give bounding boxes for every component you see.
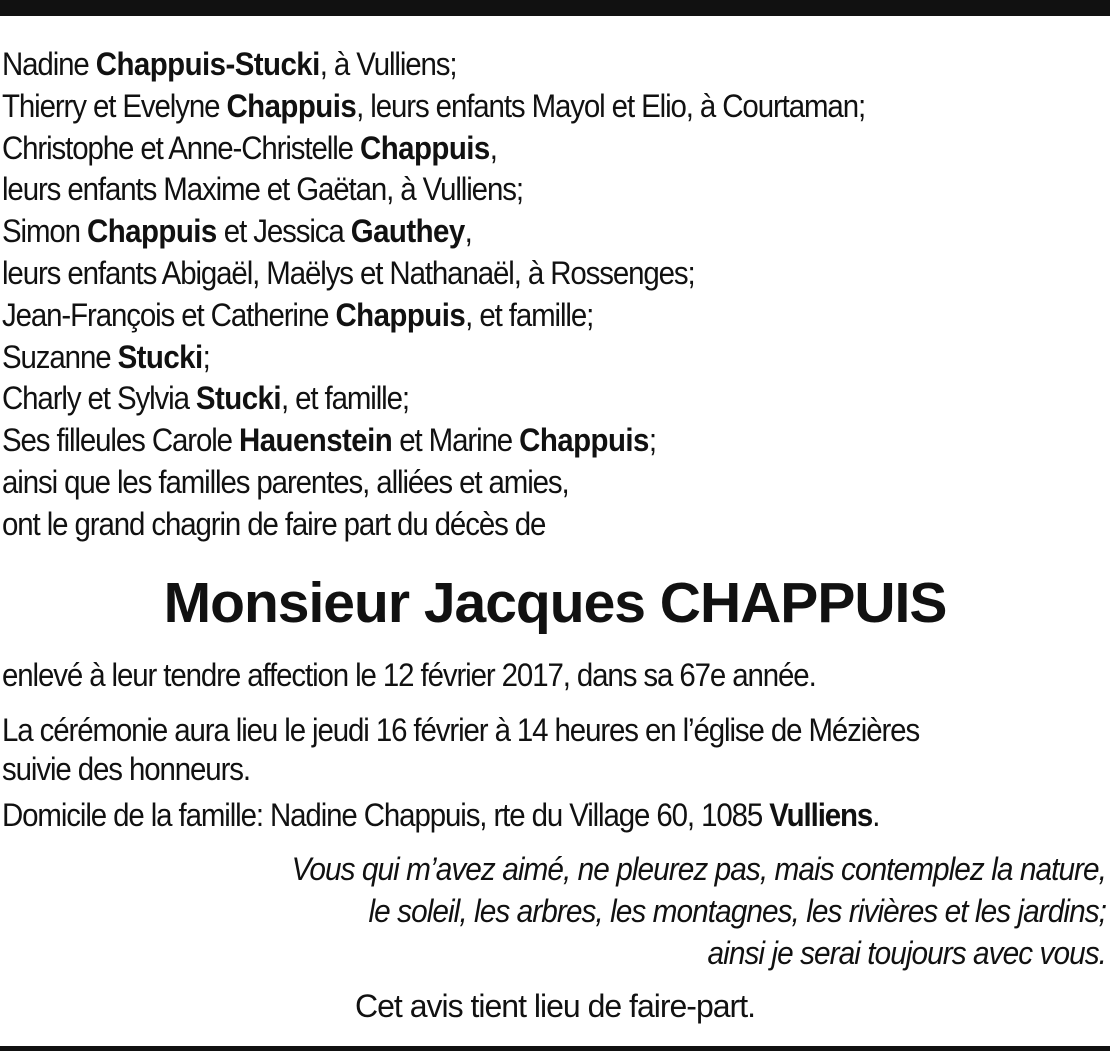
- family-list: [2, 44, 1102, 546]
- poem-line: Vous qui m’avez aimé, ne pleurez pas, mais contemplez la nature,: [291, 851, 1106, 887]
- family-line: ont le grand chagrin de faire part du décès de: [2, 505, 546, 542]
- family-line: Ses filleules Carole Hauenstein et Marine Chappuis;: [2, 422, 656, 459]
- family-line: Jean-François et Catherine Chappuis, et famille;: [2, 296, 594, 333]
- family-line: leurs enfants Maxime et Gaëtan, à Vulliens;: [2, 171, 523, 208]
- family-line: Nadine Chappuis-Stucki, à Vulliens;: [2, 46, 457, 82]
- family-line: Christophe et Anne-Christelle Chappuis,: [2, 129, 497, 166]
- poem-line: ainsi je serai toujours avec vous.: [707, 935, 1106, 971]
- top-rule: [0, 0, 1110, 16]
- ceremony-text-line2: suivie des honneurs.: [2, 751, 250, 787]
- family-line: leurs enfants Abigaël, Maëlys et Nathanaël, à Rossenges;: [2, 254, 695, 291]
- passing-text: enlevé à leur tendre affection le 12 février 2017, dans sa 67e année.: [2, 657, 816, 693]
- family-line: Simon Chappuis et Jessica Gauthey,: [2, 213, 472, 250]
- family-line: Thierry et Evelyne Chappuis, leurs enfants Mayol et Elio, à Courtaman;: [2, 87, 866, 124]
- memorial-poem: [6, 848, 1106, 974]
- family-line: ainsi que les familles parentes, alliées et amies,: [2, 463, 569, 500]
- domicile-text: Domicile de la famille: Nadine Chappuis, rte du Village 60, 1085 Vulliens.: [2, 797, 880, 833]
- poem-line: le soleil, les arbres, les montagnes, les rivières et les jardins;: [368, 893, 1106, 929]
- closing-note: Cet avis tient lieu de faire-part.: [355, 988, 755, 1024]
- family-line: Suzanne Stucki;: [2, 338, 210, 375]
- domicile-town: Vulliens: [769, 797, 873, 833]
- family-line: Charly et Sylvia Stucki, et famille;: [2, 380, 409, 417]
- deceased-name: Monsieur Jacques CHAPPUIS: [163, 571, 947, 635]
- bottom-rule: [0, 1046, 1110, 1051]
- ceremony-text-line1: La cérémonie aura lieu le jeudi 16 février à 14 heures en l’église de Mézières: [2, 712, 920, 748]
